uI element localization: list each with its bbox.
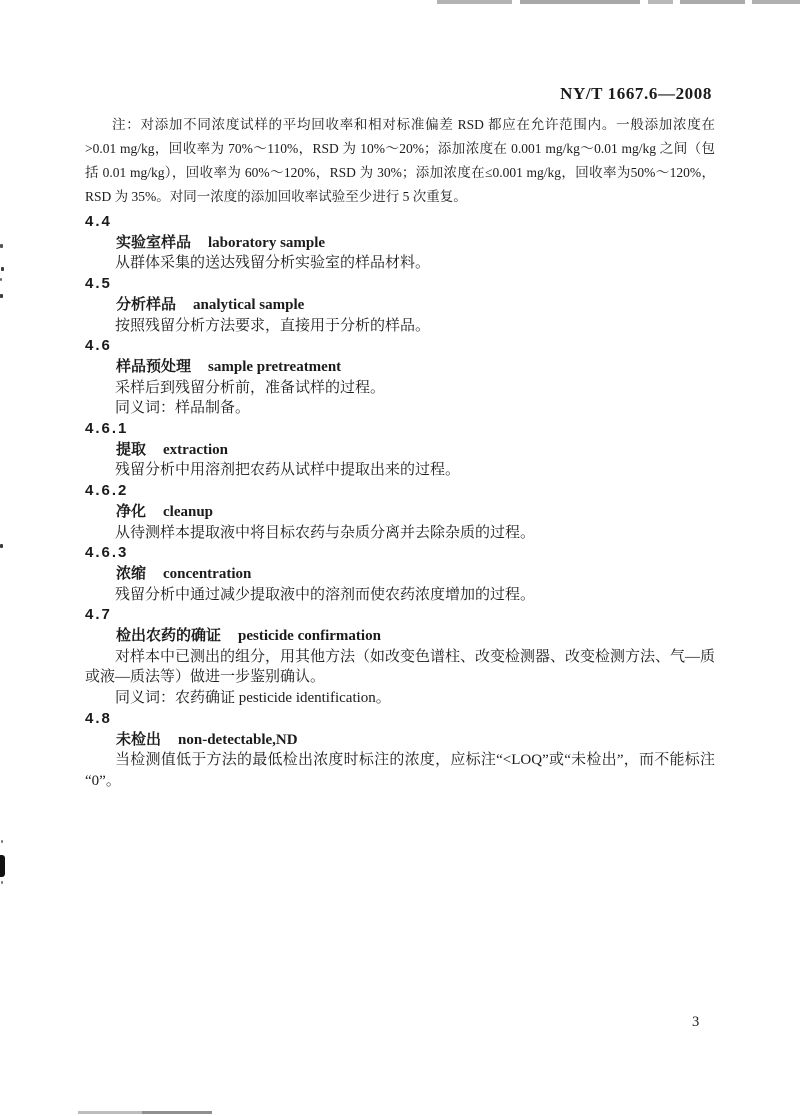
scan-speck: [0, 294, 3, 298]
term-chinese: 实验室样品: [116, 233, 192, 251]
definition-paragraph: 采样后到残留分析前，准备试样的过程。: [115, 379, 386, 396]
term-chinese: 净化: [116, 502, 147, 520]
term-line: [85, 295, 715, 316]
term-section: [85, 419, 715, 481]
definition-paragraph: 残留分析中通过减少提取液中的溶剂而使农药浓度增加的过程。: [115, 586, 536, 603]
term-section: [85, 605, 715, 709]
section-number: 4.6: [85, 337, 112, 355]
term-english: extraction: [163, 441, 228, 458]
term-section: [85, 212, 715, 274]
section-number: 4.7: [85, 606, 112, 624]
scan-artifact-top-edge: [0, 0, 800, 4]
scan-blotch: [0, 855, 5, 877]
section-number: 4.8: [85, 709, 112, 727]
scan-artifact-bottom-line: [0, 1111, 300, 1114]
term-english: cleanup: [163, 503, 214, 520]
terms-sections: [85, 212, 715, 792]
definition-paragraph: 当检测值低于方法的最低检出浓度时标注的浓度，应标注“<LOQ”或“未检出”，而不能标注“0”。: [85, 752, 715, 789]
term-chinese: 检出农药的确证: [116, 627, 222, 645]
section-number: 4.6.3: [85, 544, 129, 562]
term-line: [85, 730, 715, 751]
section-number: 4.5: [85, 275, 112, 293]
definition-paragraph: 同义词：样品制备。: [115, 400, 251, 417]
scan-speck: [0, 544, 3, 548]
definition-paragraph: 从群体采集的送达残留分析实验室的样品材料。: [115, 255, 431, 272]
page-number: 3: [692, 1014, 700, 1030]
term-chinese: 浓缩: [116, 564, 147, 582]
term-chinese: 分析样品: [116, 295, 177, 313]
standard-number: NY/T 1667.6—2008: [560, 84, 712, 103]
definition-paragraph: 按照残留分析方法要求，直接用于分析的样品。: [115, 317, 431, 334]
definition-paragraph: 从待测样本提取液中将目标农药与杂质分离并去除杂质的过程。: [115, 524, 536, 541]
term-line: [85, 564, 715, 585]
definition-paragraph: 残留分析中用溶剂把农药从试样中提取出来的过程。: [115, 462, 461, 479]
term-english: concentration: [163, 565, 252, 582]
page-content: [85, 113, 715, 792]
term-section: [85, 481, 715, 543]
term-chinese: 未检出: [116, 730, 162, 748]
term-line: [85, 440, 715, 461]
section-number: 4.6.2: [85, 482, 129, 500]
term-chinese: 样品预处理: [116, 357, 192, 375]
term-section: [85, 274, 715, 336]
definition-paragraph: 同义词：农药确证 pesticide identification。: [115, 690, 391, 707]
term-chinese: 提取: [116, 440, 147, 458]
term-english: sample pretreatment: [208, 358, 342, 375]
term-line: [85, 502, 715, 523]
definition-paragraph: 对样本中已测出的组分，用其他方法（如改变色谱柱、改变检测器、改变检测方法、气—质或液—质法等）做进一步鉴别确认。: [85, 648, 716, 686]
term-line: [85, 233, 715, 254]
term-line: [85, 626, 715, 647]
term-english: non-detectable,ND: [178, 731, 298, 748]
section-number: 4.4: [85, 213, 112, 230]
term-section: [85, 543, 715, 605]
term-section: [85, 336, 715, 419]
scan-speck: [1, 267, 4, 271]
note-paragraph: 注：对添加不同浓度试样的平均回收率和相对标准偏差 RSD 都应在允许范围内。一般添加浓度在>0.01 mg/kg，回收率为 70%～110%，RSD 为 10%～20%；添加浓度在 0.001 mg/kg～0.01 mg/kg 之间（包括 0.01 mg/kg），回收率为 60%～120%，RSD 为 30%；添加浓度在≤0.001 mg/kg，回收率为50%～120%，RSD 为 35%。对同一浓度的添加回收率试验至少进行 5 次重复。: [85, 117, 715, 204]
term-english: pesticide confirmation: [238, 628, 381, 645]
scan-speck: [0, 278, 2, 281]
scan-speck: [0, 244, 3, 248]
term-section: [85, 709, 715, 792]
scan-speck: [1, 881, 3, 884]
term-english: analytical sample: [193, 296, 305, 313]
term-english: laboratory sample: [208, 234, 326, 251]
scan-speck: [1, 840, 3, 843]
section-number: 4.6.1: [85, 420, 129, 438]
term-line: [85, 357, 715, 378]
